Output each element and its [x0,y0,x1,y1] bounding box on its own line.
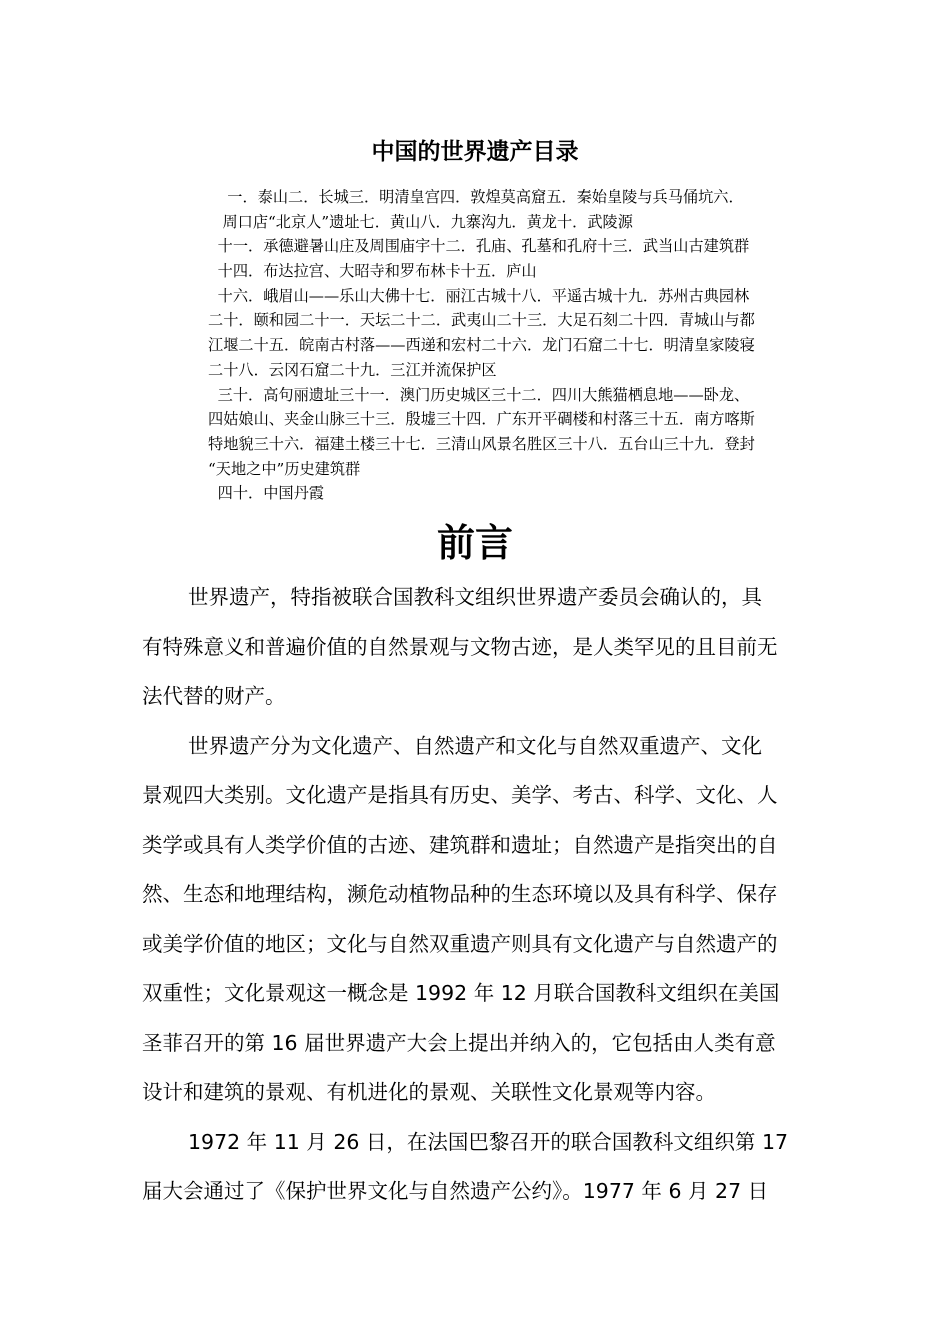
paragraph-line: 圣菲召开的第 16 届世界遗产大会上提出并纳入的，它包括由人类有意 [142,1030,776,1055]
heritage-list-line: 四姑娘山、夹金山脉三十三．殷墟三十四．广东开平碉楼和村落三十五．南方喀斯 [208,410,755,429]
paragraph-line: 双重性；文化景观这一概念是 1992 年 12 月联合国教科文组织在美国 [142,981,780,1005]
paragraph-line: 世界遗产分为文化遗产、自然遗产和文化与自然双重遗产、文化 [188,733,762,758]
paragraph-line: 设计和建筑的景观、有机进化的景观、关联性文化景观等内容。 [142,1080,716,1104]
document-title: 中国的世界遗产目录 [371,139,579,165]
paragraph-line: 1972 年 11 月 26 日，在法国巴黎召开的联合国教科文组织第 17 [188,1129,789,1154]
heritage-list-line: 二十八．云冈石窟二十九．三江并流保护区 [208,360,497,379]
heritage-list [208,185,848,506]
heritage-list-line: 十一．承德避暑山庄及周围庙宇十二．孔庙、孔墓和孔府十三．武当山古建筑群 [208,237,750,256]
paragraph-line: 法代替的财产。 [142,684,286,708]
heritage-list-line: 特地貌三十六．福建土楼三十七．三清山风景名胜区三十八．五台山三十九．登封 [208,434,755,453]
heritage-list-line: 三十．高句丽遗址三十一．澳门历史城区三十二．四川大熊猫栖息地——卧龙、 [208,385,750,404]
heritage-list-line: “天地之中”历史建筑群 [208,459,361,478]
preface-heading: 前言 [436,521,513,565]
paragraph-line: 景观四大类别。文化遗产是指具有历史、美学、考古、科学、文化、人 [142,783,778,807]
paragraph-line: 然、生态和地理结构，濒危动植物品种的生态环境以及具有科学、保存 [142,882,778,906]
paragraph-line: 或美学价值的地区；文化与自然双重遗产则具有文化遗产与自然遗产的 [142,931,778,956]
preface-body [142,573,842,1217]
paragraph-line: 有特殊意义和普遍价值的自然景观与文物古迹，是人类罕见的且目前无 [142,634,778,659]
heritage-list-line: 十六．峨眉山——乐山大佛十七．丽江古城十八．平遥古城十九．苏州古典园林 [208,286,750,305]
heritage-list-line: 周口店“北京人”遗址七．黄山八．九寨沟九．黄龙十．武陵源 [208,212,633,231]
paragraph-line: 世界遗产，特指被联合国教科文组织世界遗产委员会确认的，具 [188,585,762,609]
heritage-list-line: 二十．颐和园二十一．天坛二十二．武夷山二十三．大足石刻二十四．青城山与都 [208,311,755,330]
heritage-list-line: 十四．布达拉宫、大昭寺和罗布林卡十五．庐山 [208,262,537,281]
paragraph-line: 届大会通过了《保护世界文化与自然遗产公约》。1977 年 6 月 27 日 [142,1179,769,1203]
heritage-list-line: 江堰二十五．皖南古村落——西递和宏村二十六．龙门石窟二十七．明清皇家陵寝 [208,336,755,355]
paragraph-line: 类学或具有人类学价值的古迹、建筑群和遗址；自然遗产是指突出的自 [142,832,778,857]
heritage-list-line: 一．泰山二．长城三．明清皇宫四．敦煌莫高窟五．秦始皇陵与兵马俑坑六． [208,188,744,206]
heritage-list-line: 四十．中国丹霞 [208,484,324,503]
